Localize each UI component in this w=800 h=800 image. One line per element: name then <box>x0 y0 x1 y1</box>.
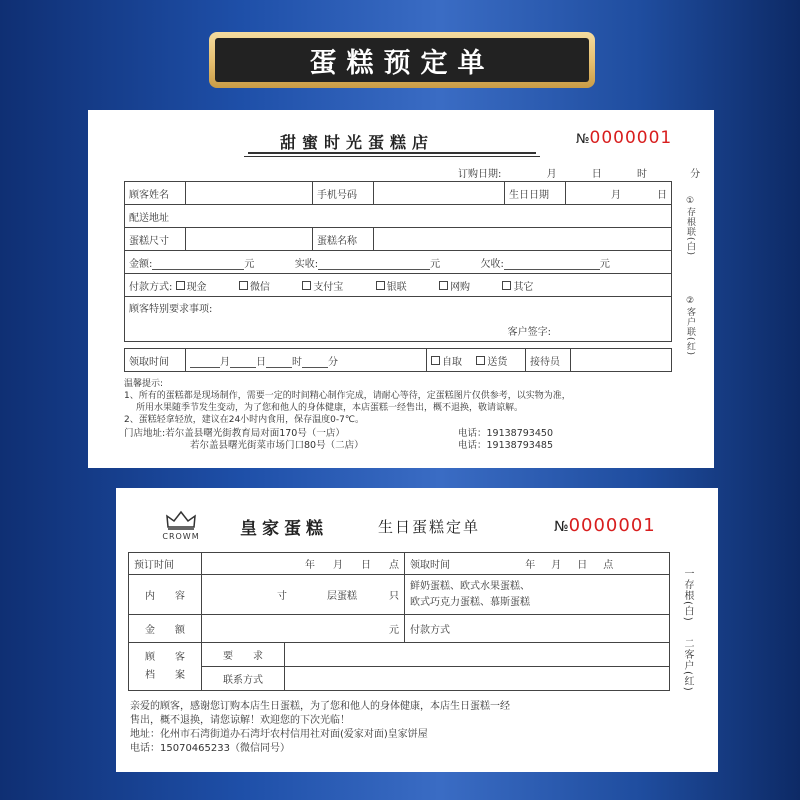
pickup-minute: 分 <box>328 356 338 368</box>
order-date-minute: 分 <box>690 169 701 180</box>
pickup-mode <box>427 349 526 372</box>
notes-title: 温馨提示: <box>124 379 164 389</box>
payment-label-2: 付款方式 <box>410 625 450 636</box>
order-form-royal <box>116 488 718 772</box>
title-banner <box>209 32 595 88</box>
content-label: 内 容 <box>129 575 202 615</box>
option-cash: 现金 <box>186 281 207 293</box>
store-2-address: 若尔盖县曙光街菜市场门口80号（二店） <box>190 440 364 451</box>
stub-label-3: 一存根(白) <box>682 568 693 622</box>
phone-field[interactable] <box>374 182 505 205</box>
cake-name-label: 蛋糕名称 <box>313 228 374 251</box>
archive-label-2: 档 案 <box>145 669 185 681</box>
store-label: 门店地址: <box>124 428 166 439</box>
checkbox-delivery[interactable] <box>476 356 485 365</box>
reserve-field[interactable] <box>202 553 405 575</box>
order-date-day: 日 <box>591 169 602 180</box>
pickup-hour: 时 <box>292 356 302 368</box>
crown-icon <box>165 510 197 530</box>
reserve-month: 月 <box>333 560 343 571</box>
amount-field-2[interactable] <box>202 615 405 643</box>
checkbox-unionpay[interactable] <box>376 281 385 290</box>
cake-types <box>405 575 670 615</box>
pickup-label-2: 领取时间 <box>410 560 450 571</box>
title-underline-thin <box>244 156 540 157</box>
cake-types-line-1: 鲜奶蛋糕、欧式水果蛋糕、 <box>410 580 530 592</box>
store-block <box>124 428 364 452</box>
owed-label: 欠收: <box>480 258 504 270</box>
payment-label: 付款方式: <box>129 281 173 293</box>
serial-number-2: 0000001 <box>568 515 656 536</box>
size-field[interactable] <box>186 228 313 251</box>
pickup-year: 年 <box>525 560 536 571</box>
store-2-phone: 电话：19138793485 <box>458 440 553 451</box>
pickup-day-2: 日 <box>577 560 588 571</box>
pickup-label: 领取时间 <box>125 349 186 372</box>
option-alipay: 支付宝 <box>313 281 344 293</box>
checkbox-other[interactable] <box>502 281 511 290</box>
special-request-row[interactable] <box>125 297 672 342</box>
request-field[interactable] <box>285 643 670 667</box>
stub-label-2: ②客户联(红) <box>685 296 695 357</box>
customer-archive <box>129 643 202 691</box>
layer-unit: 层蛋糕 <box>327 591 357 602</box>
amount-yuan: 元 <box>244 258 255 270</box>
royal-order-table <box>128 552 670 691</box>
checkbox-alipay[interactable] <box>302 281 311 290</box>
footer-block <box>130 700 510 756</box>
owed-yuan: 元 <box>599 258 610 270</box>
option-unionpay: 银联 <box>386 281 407 293</box>
pickup-month-2: 月 <box>551 560 562 571</box>
order-date-month: 月 <box>546 169 557 180</box>
receiver-label: 接待员 <box>526 349 571 372</box>
reserve-hour: 点 <box>389 560 399 571</box>
crown-logo <box>156 510 206 541</box>
logo-text: CROWM <box>162 532 200 541</box>
contact-field[interactable] <box>285 667 670 691</box>
birthday-label: 生日日期 <box>505 182 566 205</box>
stub-label-4: 二客户(红) <box>682 638 693 692</box>
brand-name: 皇家蛋糕 <box>240 519 328 539</box>
birthday-field[interactable] <box>566 182 672 205</box>
title-underline <box>248 152 536 154</box>
pickup-table <box>124 348 672 372</box>
option-online: 网购 <box>450 281 471 293</box>
footer-phone: 电话：15070465233（微信同号） <box>130 743 290 754</box>
order-date-label: 订购日期: <box>458 169 502 180</box>
receiver-field[interactable] <box>571 349 672 372</box>
checkbox-self-pickup[interactable] <box>431 356 440 365</box>
address-label: 配送地址 <box>129 212 169 224</box>
footer-line-1: 亲爱的顾客，感谢您订购本店生日蛋糕，为了您和他人的身体健康，本店生日蛋糕一经 <box>130 701 510 712</box>
size-label: 蛋糕尺寸 <box>125 228 186 251</box>
pickup-month: 月 <box>220 356 230 368</box>
reserve-day: 日 <box>361 560 371 571</box>
content-field[interactable] <box>202 575 405 615</box>
reserve-label: 预订时间 <box>129 553 202 575</box>
payment-cell[interactable] <box>405 615 670 643</box>
paid-yuan: 元 <box>430 258 441 270</box>
cake-name-field[interactable] <box>374 228 672 251</box>
footer-address: 地址：化州市石湾街道办石湾圩农村信用社对面(爱家对面)皇家饼屋 <box>130 729 428 740</box>
contact-label: 联系方式 <box>202 667 285 691</box>
option-other: 其它 <box>513 281 534 293</box>
order-table <box>124 181 672 342</box>
option-self-pickup: 自取 <box>442 356 462 368</box>
pickup-hour-2: 点 <box>603 560 614 571</box>
serial-prefix-2: № <box>554 519 569 535</box>
pickup-cell[interactable] <box>405 553 670 575</box>
cake-types-line-2: 欧式巧克力蛋糕、慕斯蛋糕 <box>410 596 530 608</box>
store-1-address: 若尔盖县曙光街教育局对面170号（一店） <box>165 428 345 439</box>
option-delivery: 送货 <box>487 356 508 368</box>
request-label: 要 求 <box>202 643 285 667</box>
amount-label: 金额: <box>129 258 153 270</box>
birthday-month: 月 <box>611 189 621 201</box>
address-row[interactable] <box>125 205 672 228</box>
amount-field[interactable] <box>152 258 244 270</box>
amount-yuan-2: 元 <box>389 625 399 636</box>
note-line-2: 所用水果随季节发生变动，为了您和他人的身体健康，本店蛋糕一经售出，概不退换，敬请谅解。 <box>136 403 524 413</box>
order-form-sweet-time <box>88 110 714 468</box>
checkbox-cash[interactable] <box>176 281 185 290</box>
payment-row <box>125 274 672 297</box>
amount-row <box>125 251 672 274</box>
option-wechat: 微信 <box>249 281 270 293</box>
signature-label: 客户签字: <box>507 327 551 338</box>
form-title: 生日蛋糕定单 <box>378 518 481 536</box>
count-unit: 只 <box>389 591 399 602</box>
reserve-year: 年 <box>305 560 315 571</box>
order-date-hour: 时 <box>636 169 647 180</box>
note-line-3: 2、蛋糕轻拿轻放，建议在24小时内食用，保存温度0-7℃。 <box>124 415 364 425</box>
phone-label: 手机号码 <box>313 182 374 205</box>
shop-name: 甜蜜时光蛋糕店 <box>280 133 435 152</box>
paid-field[interactable] <box>318 258 430 270</box>
birthday-day: 日 <box>657 189 667 201</box>
amount-label-2: 金 额 <box>129 615 202 643</box>
owed-field[interactable] <box>504 258 600 270</box>
archive-label-1: 顾 客 <box>145 651 185 663</box>
phone-block <box>458 428 553 452</box>
name-label: 顾客姓名 <box>125 182 186 205</box>
checkbox-wechat[interactable] <box>239 281 248 290</box>
pickup-field[interactable] <box>186 349 427 372</box>
store-1-phone: 电话：19138793450 <box>458 428 553 439</box>
special-request-label: 顾客特别要求事项: <box>129 304 213 315</box>
size-unit: 寸 <box>277 591 287 602</box>
banner-title: 蛋糕预定单 <box>215 38 589 82</box>
stub-label-1: ①存根联(白) <box>685 196 695 257</box>
order-date-row <box>458 165 700 180</box>
footer-line-2: 售出，概不退换，请您谅解！欢迎您的下次光临！ <box>130 715 350 726</box>
serial-number: 0000001 <box>589 128 673 148</box>
notes-block <box>124 378 571 426</box>
name-field[interactable] <box>186 182 313 205</box>
serial-prefix: № <box>576 132 590 147</box>
checkbox-online[interactable] <box>439 281 448 290</box>
paid-label: 实收: <box>294 258 319 270</box>
note-line-1: 1、所有的蛋糕都是现场制作，需要一定的时间精心制作完成，请耐心等待，定蛋糕图片仅供参考，以实物为准， <box>124 391 571 401</box>
pickup-day: 日 <box>256 356 266 368</box>
